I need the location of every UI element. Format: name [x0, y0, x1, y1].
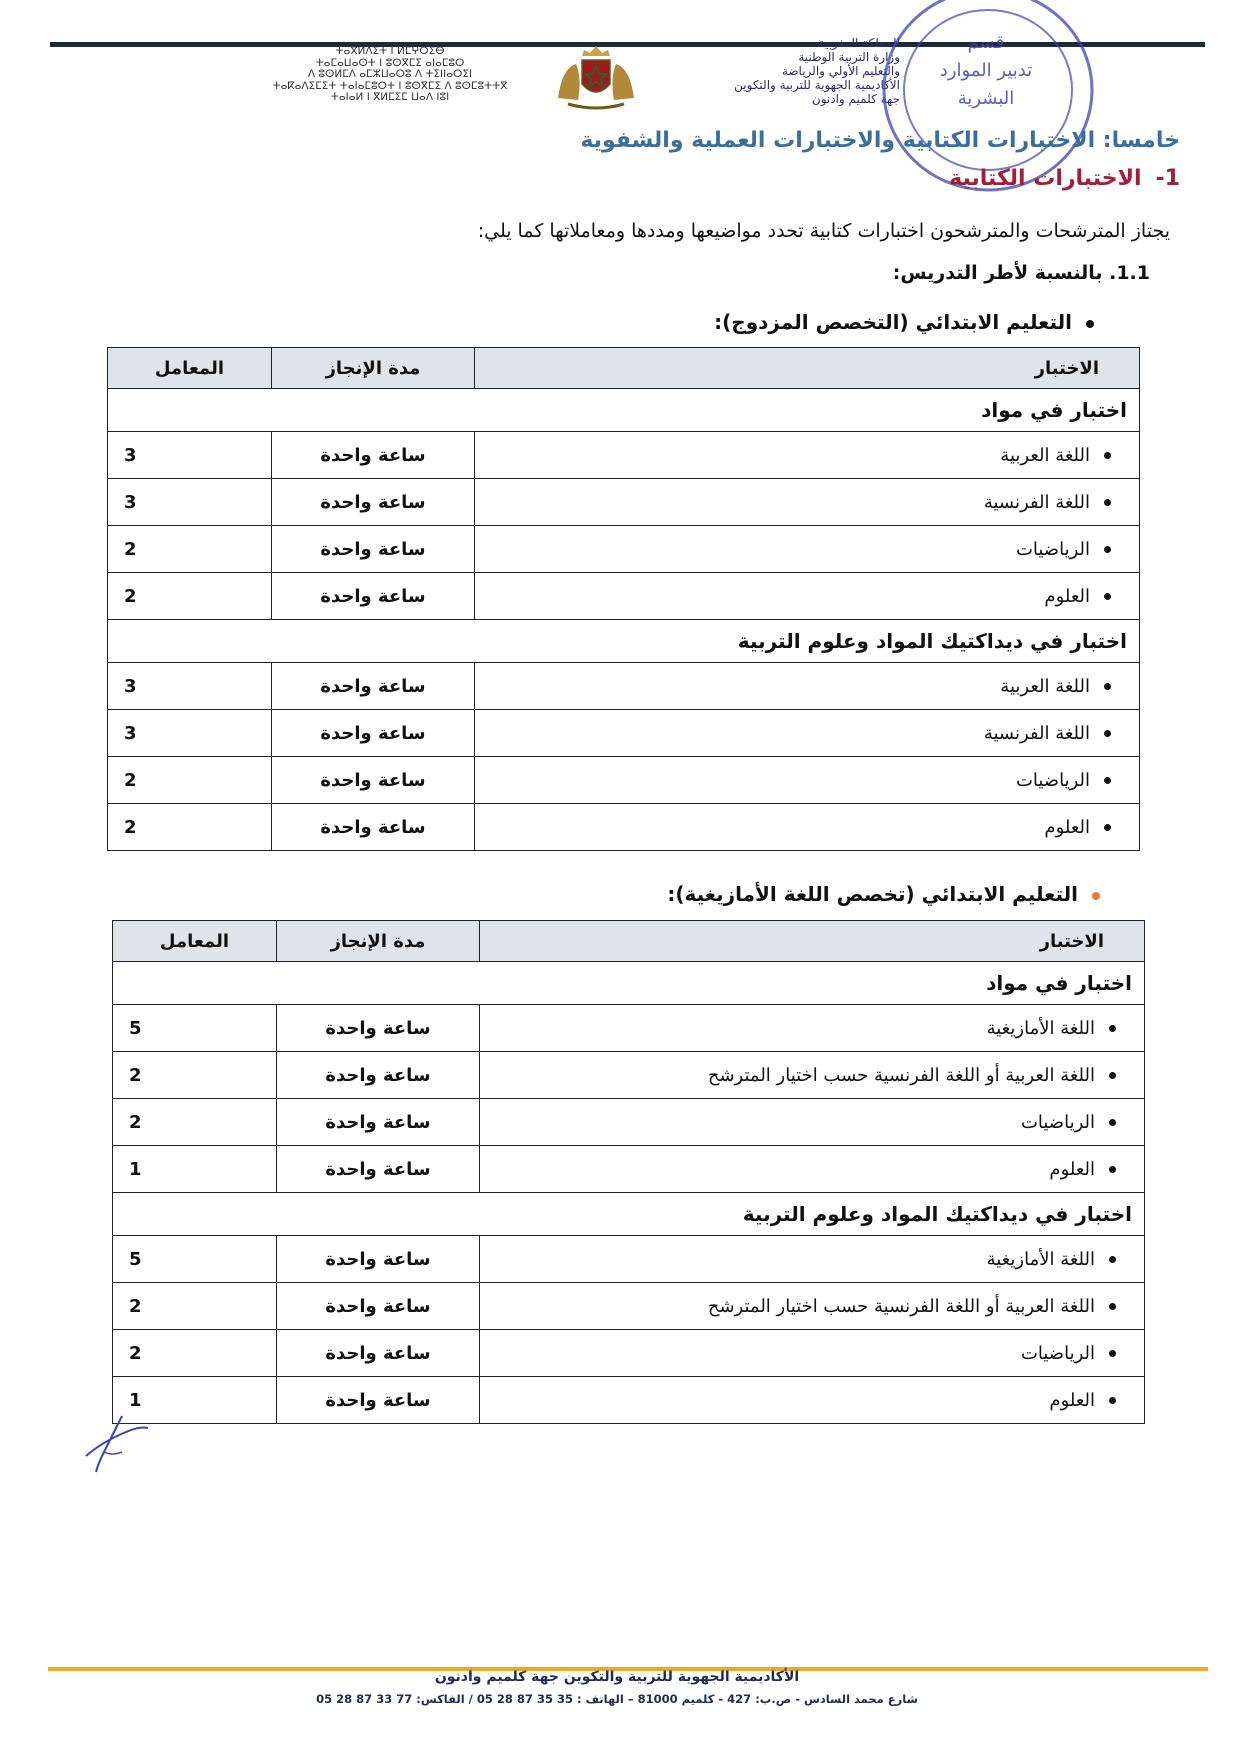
coefficient-cell: 5	[113, 1236, 277, 1283]
group-title: اختبار في ديداكتيك المواد وعلوم التربية	[113, 1193, 1145, 1236]
table-row	[108, 757, 1140, 804]
bullet-icon	[1109, 1303, 1116, 1310]
table-row	[108, 710, 1140, 757]
subject-cell	[475, 573, 1140, 620]
duration-cell: ساعة واحدة	[277, 1283, 480, 1330]
category-title: 1.1. بالنسبة لأطر التدريس:	[892, 262, 1150, 284]
section-title: خامسا: الاختبارات الكتابية والاختبارات العملية والشفوية	[580, 128, 1180, 153]
duration-cell: ساعة واحدة	[277, 1099, 480, 1146]
bullet-icon	[1104, 452, 1111, 459]
table-row	[113, 1283, 1145, 1330]
subject-cell	[480, 1377, 1145, 1424]
table-row	[108, 526, 1140, 573]
subject-cell	[480, 1330, 1145, 1377]
duration-cell: ساعة واحدة	[272, 526, 475, 573]
bullet-icon	[1109, 1025, 1116, 1032]
subsection-title	[949, 166, 1180, 191]
coefficient-cell: 1	[113, 1377, 277, 1424]
table-row	[113, 1052, 1145, 1099]
group-row	[113, 1193, 1145, 1236]
duration-cell: ساعة واحدة	[272, 710, 475, 757]
bullet-icon	[1104, 683, 1111, 690]
header-coefficient: المعامل	[108, 348, 272, 389]
coefficient-cell: 2	[113, 1330, 277, 1377]
subject-text: اللغة الأمازيغية	[986, 1248, 1095, 1270]
subject-text: الرياضيات	[1020, 1342, 1095, 1364]
table-row	[108, 479, 1140, 526]
group-row	[108, 389, 1140, 432]
duration-cell: ساعة واحدة	[277, 1005, 480, 1052]
tifinagh-line: ⵜⴰⴳⵍⴷⵉⵜ ⵏ ⵍⵎⵖⵔⵉⴱ	[335, 45, 445, 57]
table-1-heading	[714, 310, 1094, 334]
duration-cell: ساعة واحدة	[272, 804, 475, 851]
bullet-icon	[1109, 1072, 1116, 1079]
subsection-number: 1-	[1155, 166, 1180, 191]
subject-text: اللغة العربية	[1000, 444, 1090, 466]
coefficient-cell: 3	[108, 710, 272, 757]
header-arabic-line: جهة كلميم وادنون	[811, 92, 900, 106]
tifinagh-line: ⵜⴰⵎⴰⵡⴰⵙⵜ ⵏ ⵓⵙⴳⵎⵉ ⴰⵏⴰⵎⵓⵔ	[315, 56, 465, 69]
bullet-icon	[1086, 320, 1094, 328]
bullet-icon	[1109, 1166, 1116, 1173]
tifinagh-line: ⵜⴰⵏⴰⵍ ⵏ ⴳⵍⵎⵉⵎ ⵡⴰⴷ ⵏⵓⵏ	[330, 91, 450, 103]
subject-text: اللغة الأمازيغية	[986, 1017, 1095, 1039]
coefficient-cell: 2	[113, 1052, 277, 1099]
exam-table-dual	[107, 347, 1140, 851]
bullet-icon	[1104, 499, 1111, 506]
subject-cell	[480, 1005, 1145, 1052]
bullet-icon	[1104, 546, 1111, 553]
duration-cell: ساعة واحدة	[272, 757, 475, 804]
bullet-icon	[1104, 593, 1111, 600]
bullet-icon	[1092, 892, 1100, 900]
coefficient-cell: 2	[108, 757, 272, 804]
duration-cell: ساعة واحدة	[272, 479, 475, 526]
header-test: الاختبار	[475, 348, 1140, 389]
table-2-heading	[667, 882, 1100, 906]
exam-table-amazigh	[112, 920, 1145, 1424]
coefficient-cell: 2	[108, 804, 272, 851]
duration-cell: ساعة واحدة	[272, 663, 475, 710]
tifinagh-line: ⴷ ⵓⵙⵍⵎⴷ ⴰⵎⵣⵡⴰⵔⵓ ⴷ ⵜⵉⵏⵏⴰⵔⵉⵏ	[307, 68, 473, 80]
table-row	[113, 1146, 1145, 1193]
tifinagh-line: ⵜⴰⴽⴰⴷⵉⵎⵉⵜ ⵜⴰⵏⴰⵎⵓⵔⵜ ⵏ ⵓⵙⴳⵎⵉ ⴷ ⵓⵙⵎⵓⵜⵜⴳ	[272, 79, 508, 92]
table-header-row	[113, 921, 1145, 962]
intro-paragraph: يجتاز المترشحات والمترشحون اختبارات كتابية تحدد مواضيعها ومددها ومعاملاتها كما يلي:	[477, 220, 1170, 242]
coefficient-cell: 5	[113, 1005, 277, 1052]
subject-cell	[475, 804, 1140, 851]
stamp-line: البشرية	[957, 88, 1015, 109]
coefficient-cell: 2	[108, 573, 272, 620]
table-row	[108, 432, 1140, 479]
subject-cell	[475, 479, 1140, 526]
header-arabic-line: المملكة المغربية	[818, 36, 900, 50]
header-tifinagh-block	[240, 46, 540, 104]
subject-text: العلوم	[1044, 585, 1090, 607]
subject-text: الرياضيات	[1020, 1111, 1095, 1133]
coefficient-cell: 1	[113, 1146, 277, 1193]
group-title: اختبار في مواد	[113, 962, 1145, 1005]
duration-cell: ساعة واحدة	[277, 1330, 480, 1377]
subject-cell	[475, 757, 1140, 804]
bullet-icon	[1109, 1256, 1116, 1263]
subject-cell	[480, 1146, 1145, 1193]
footer-address: شارع محمد السادس - ص.ب: 427 - كلميم 81000 – الهاتف : 35 35 87 28 05 / الفاكس: 77 33 87 28 05	[316, 1692, 918, 1706]
table-row	[108, 573, 1140, 620]
header-arabic-line: الأكاديمية الجهوية للتربية والتكوين	[734, 78, 900, 92]
bullet-icon	[1104, 730, 1111, 737]
subject-cell	[480, 1052, 1145, 1099]
subject-cell	[480, 1236, 1145, 1283]
duration-cell: ساعة واحدة	[277, 1236, 480, 1283]
table-1-heading-text: التعليم الابتدائي (التخصص المزدوج):	[714, 310, 1072, 334]
duration-cell: ساعة واحدة	[272, 573, 475, 620]
header-coefficient: المعامل	[113, 921, 277, 962]
coefficient-cell: 3	[108, 432, 272, 479]
subject-text: اللغة العربية أو اللغة الفرنسية حسب اختيار المترشح	[707, 1295, 1095, 1317]
subject-cell	[475, 710, 1140, 757]
coefficient-cell: 3	[108, 663, 272, 710]
header-duration: مدة الإنجاز	[277, 921, 480, 962]
subject-cell	[475, 663, 1140, 710]
group-title: اختبار في مواد	[108, 389, 1140, 432]
table-2-heading-text: التعليم الابتدائي (تخصص اللغة الأمازيغية):	[667, 882, 1078, 906]
table-row	[108, 663, 1140, 710]
table-row	[113, 1005, 1145, 1052]
header-test: الاختبار	[480, 921, 1145, 962]
subject-text: العلوم	[1044, 816, 1090, 838]
header-duration: مدة الإنجاز	[272, 348, 475, 389]
coefficient-cell: 2	[113, 1099, 277, 1146]
subject-text: اللغة العربية	[1000, 675, 1090, 697]
subject-text: العلوم	[1049, 1158, 1095, 1180]
group-row	[113, 962, 1145, 1005]
subject-cell	[480, 1283, 1145, 1330]
group-row	[108, 620, 1140, 663]
stamp-line: قسم	[967, 32, 1005, 53]
duration-cell: ساعة واحدة	[277, 1052, 480, 1099]
subject-cell	[480, 1099, 1145, 1146]
coefficient-cell: 2	[108, 526, 272, 573]
table-row	[113, 1330, 1145, 1377]
table-row	[113, 1236, 1145, 1283]
subject-text: اللغة العربية أو اللغة الفرنسية حسب اختيار المترشح	[707, 1064, 1095, 1086]
table-row	[108, 804, 1140, 851]
bullet-icon	[1104, 777, 1111, 784]
duration-cell: ساعة واحدة	[277, 1146, 480, 1193]
duration-cell: ساعة واحدة	[277, 1377, 480, 1424]
signature-icon	[82, 1412, 152, 1474]
stamp-line: تدبير الموارد	[939, 60, 1033, 81]
table-row	[113, 1099, 1145, 1146]
group-title: اختبار في ديداكتيك المواد وعلوم التربية	[108, 620, 1140, 663]
subsection-title-text: الاختبارات الكتابية	[949, 166, 1142, 191]
bullet-icon	[1109, 1397, 1116, 1404]
coefficient-cell: 2	[113, 1283, 277, 1330]
subject-text: اللغة الفرنسية	[983, 491, 1090, 513]
coefficient-cell: 3	[108, 479, 272, 526]
coat-of-arms-icon	[548, 38, 644, 114]
subject-cell	[475, 526, 1140, 573]
table-row	[113, 1377, 1145, 1424]
header-arabic-line: والتعليم الأولي والرياضة	[781, 64, 900, 78]
subject-cell	[475, 432, 1140, 479]
bullet-icon	[1104, 824, 1111, 831]
footer-institution: الأكاديمية الجهوية للتربية والتكوين جهة كلميم وادنون	[434, 1669, 800, 1685]
duration-cell: ساعة واحدة	[272, 432, 475, 479]
bullet-icon	[1109, 1350, 1116, 1357]
header-arabic-line: وزارة التربية الوطنية	[798, 50, 900, 64]
subject-text: الرياضيات	[1015, 538, 1090, 560]
bullet-icon	[1109, 1119, 1116, 1126]
table-header-row	[108, 348, 1140, 389]
subject-text: اللغة الفرنسية	[983, 722, 1090, 744]
subject-text: العلوم	[1049, 1389, 1095, 1411]
subject-text: الرياضيات	[1015, 769, 1090, 791]
